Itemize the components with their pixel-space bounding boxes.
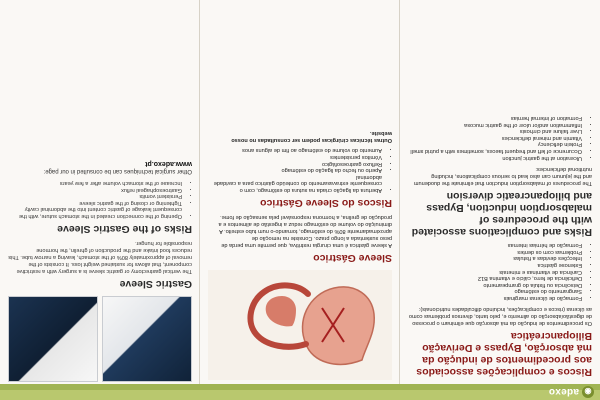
list-item: • Protein deficiency	[408, 141, 582, 148]
brand-bar	[0, 384, 600, 400]
list-item: • Deiscência ou fístula do grampeamento	[408, 281, 582, 288]
heading-sleeve-pt: Sleeve Gástrico	[313, 252, 392, 264]
list-item: • Opening of the connection created in the stomach suture, with the consequent leakage of gastric content into the abdominal cavity	[8, 206, 182, 219]
list-item: • Problemas com os dentes	[408, 248, 582, 255]
body-sleeve-pt: A sleeve gástrica é uma cirurgia restritiva, que permite uma perda de peso sustentada a longo prazo. Consiste na remoção de aproximadamente 80% do estômago, tornando-o num tubo estreito. A diminuição do volume do estômago reduz a ingestão de alimentos e a produção de grelina, a hormona responsável pela sensação de fome.	[218, 214, 392, 248]
list-item: • Refluxo gastroesofágico	[208, 160, 382, 167]
body-sleeve-en: The vertical gastrectomy or gastric sleeve is a surgery with a restrictive component, that allows for sustained weight loss. It consists of the removal of approximately 80% of the stomach, leaving a narrow tube. This reduces food intake and the production of ghrelin, the hormone responsible for hunger.	[8, 240, 192, 274]
list-item: • Abertura da ligação criada na sutura do estômago, com o consequente extravasamento do conteúdo gástrico para a cavidade abdominal	[208, 173, 382, 193]
list-item: • Occurrence of left and frequent faeces, sometimes with a putrid smell	[408, 147, 582, 154]
list-item: • Aperto ou fecho da ligação do estômago	[208, 167, 382, 174]
list-item: • Infecções devidas a fístulas	[408, 255, 582, 262]
heading-sleeve-en: Gastric Sleeve	[119, 278, 192, 290]
panel-gastric-sleeve-pt	[200, 0, 400, 382]
photo-strip	[8, 296, 192, 382]
photo	[8, 296, 98, 382]
list-item: • Tightening or closing of the gastric sleeve	[8, 199, 182, 206]
list-item: • Formação de hérnias internas	[408, 242, 582, 249]
risks-list-en	[408, 115, 592, 161]
list-item: • Deficiência de ferro, cálcio e vitamina B12	[408, 275, 582, 282]
risks-list-pt	[408, 242, 592, 301]
panel-gastric-sleeve-en	[0, 0, 200, 382]
heading-sleeve-risks-en: Risks of the Gastric Sleeve	[57, 223, 192, 235]
website-link[interactable]: www.adexo.pt	[145, 160, 192, 168]
adexo-logo-text: adexo	[548, 386, 579, 398]
photo	[102, 296, 192, 382]
list-item: • Ulceration at the gastric junction	[408, 154, 582, 161]
website-block	[8, 159, 192, 175]
sleeve-risks-list-pt	[208, 147, 392, 193]
adexo-logo-icon: ◉	[582, 386, 594, 398]
intro-en: The procedures of malabsorption induction that eliminate the duodenum and the jejunum can also lead to serious complications, including nutritional deficiencies:	[413, 165, 592, 186]
list-item: • Increase of the stomach volume after a few years	[8, 179, 182, 186]
list-item: • Aumento do volume do estômago ao fim de alguns anos	[208, 147, 382, 154]
sleeve-risks-list-en	[8, 179, 192, 219]
stomach-illustration	[208, 270, 392, 380]
list-item: • Carência de vitaminas e minerais	[408, 268, 582, 275]
list-item: • Liver failure and cirrhosis	[408, 128, 582, 135]
list-item: • Formation of internal hernias	[408, 115, 582, 122]
footer-en: Other surgical techniques can be consulted in our page:	[43, 168, 192, 175]
list-item: • Persistent vomits	[8, 193, 182, 200]
adexo-logo	[549, 386, 594, 398]
list-item: • Formação de úlceras marginais	[408, 294, 582, 301]
list-item: • Vómitos persistentes	[208, 153, 382, 160]
list-item: • Sangramento do estômago	[408, 288, 582, 295]
heading-sleeve-risks-pt: Riscos do Sleeve Gástrico	[260, 197, 392, 209]
heading-en: Risks and complications associated with the procedures of malabsorption induction, Bypass and biliopancreatic diversion	[411, 189, 592, 238]
footer-pt: Outras técnicas cirúrgicas podem ser consultadas no nosso website.	[231, 129, 392, 143]
list-item: • Vitamin and mineral deficiencies	[408, 134, 582, 141]
list-item: • Estenose gástrica	[408, 261, 582, 268]
panel-malabsorption-risks	[400, 0, 600, 382]
list-item: • Inflammation and/or ulcer of the gastric mucosa	[408, 121, 582, 128]
list-item: • Gastroesophageal reflux	[8, 186, 182, 193]
stomach-illustration-graphic	[208, 270, 392, 380]
brand-bar-stripe	[0, 384, 600, 390]
intro-pt: Os procedimentos de indução da má absorção que eliminam o processo de digestão/absorção do alimento e, pelo tanto, diversos problemas como as úlceras (riscos e complicações, incluindo dificuldades nutricionais):	[408, 306, 592, 326]
heading-pt: Riscos e complicações associados aos procedimentos de indução da má absorção, Bypass e Derivação Biliopancreática	[416, 330, 592, 378]
